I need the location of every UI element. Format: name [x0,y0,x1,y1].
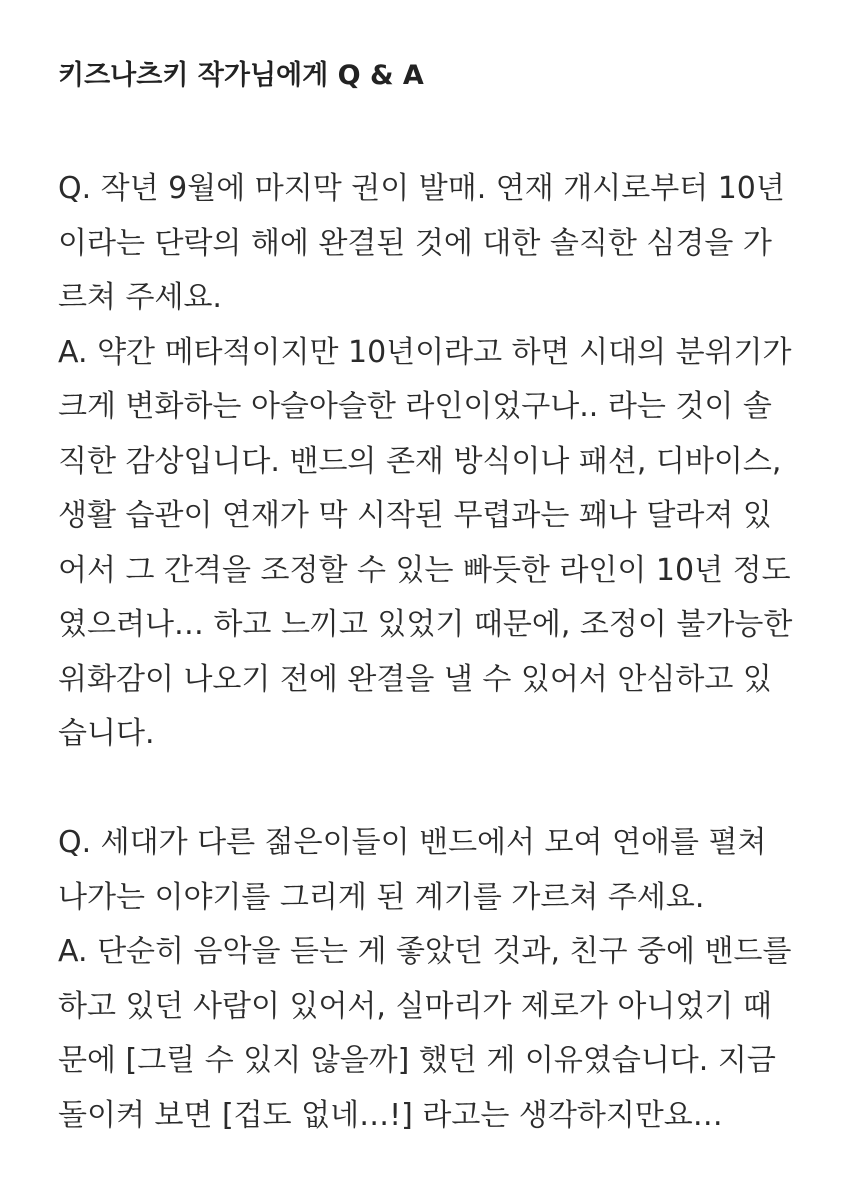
question-line: Q. 세대가 다른 젊은이들이 밴드에서 모여 연애를 펼쳐 [58,825,767,860]
qa-block-1 [58,162,833,762]
question-line: 나가는 이야기를 그리게 된 계기를 가르쳐 주세요. [58,879,705,915]
answer-line: 위화감이 나오기 전에 완결을 낼 수 있어서 안심하고 있 [58,661,772,697]
spacer [58,102,833,162]
answer-line: 어서 그 간격을 조정할 수 있는 빠듯한 라인이 10년 정도 [58,552,791,588]
document-title: 키즈나츠키 작가님에게 Q & A [58,60,424,91]
paragraph-gap [58,762,833,817]
answer-line: 생활 습관이 연재가 막 시작된 무렵과는 꽤나 달라져 있 [58,498,772,533]
question-line: 이라는 단락의 해에 완결된 것에 대한 솔직한 심경을 가 [58,225,772,261]
answer-line: 였으려나… 하고 느끼고 있었기 때문에, 조정이 불가능한 [58,607,793,642]
question-line: 르쳐 주세요. [58,280,222,315]
qa-block-2 [58,816,833,1143]
answer-line: 돌이켜 보면 [겁도 없네…!] 라고는 생각하지만요… [58,1097,723,1133]
question-line: Q. 작년 9월에 마지막 권이 발매. 연재 개시로부터 10년 [58,171,785,206]
answer-line: 문에 [그릴 수 있지 않을까] 했던 게 이유였습니다. 지금 [58,1043,776,1078]
answer-line: 습니다. [58,716,155,751]
answer-line: 크게 변화하는 아슬아슬한 라인이었구나.. 라는 것이 솔 [58,389,772,424]
answer-line: A. 단순히 음악을 듣는 게 좋았던 것과, 친구 중에 밴드를 [58,934,792,969]
answer-line: 직한 감상입니다. 밴드의 존재 방식이나 패션, 디바이스, [58,443,782,479]
answer-line: A. 약간 메타적이지만 10년이라고 하면 시대의 분위기가 [58,334,792,370]
answer-line: 하고 있던 사람이 있어서, 실마리가 제로가 아니었기 때 [58,988,772,1024]
